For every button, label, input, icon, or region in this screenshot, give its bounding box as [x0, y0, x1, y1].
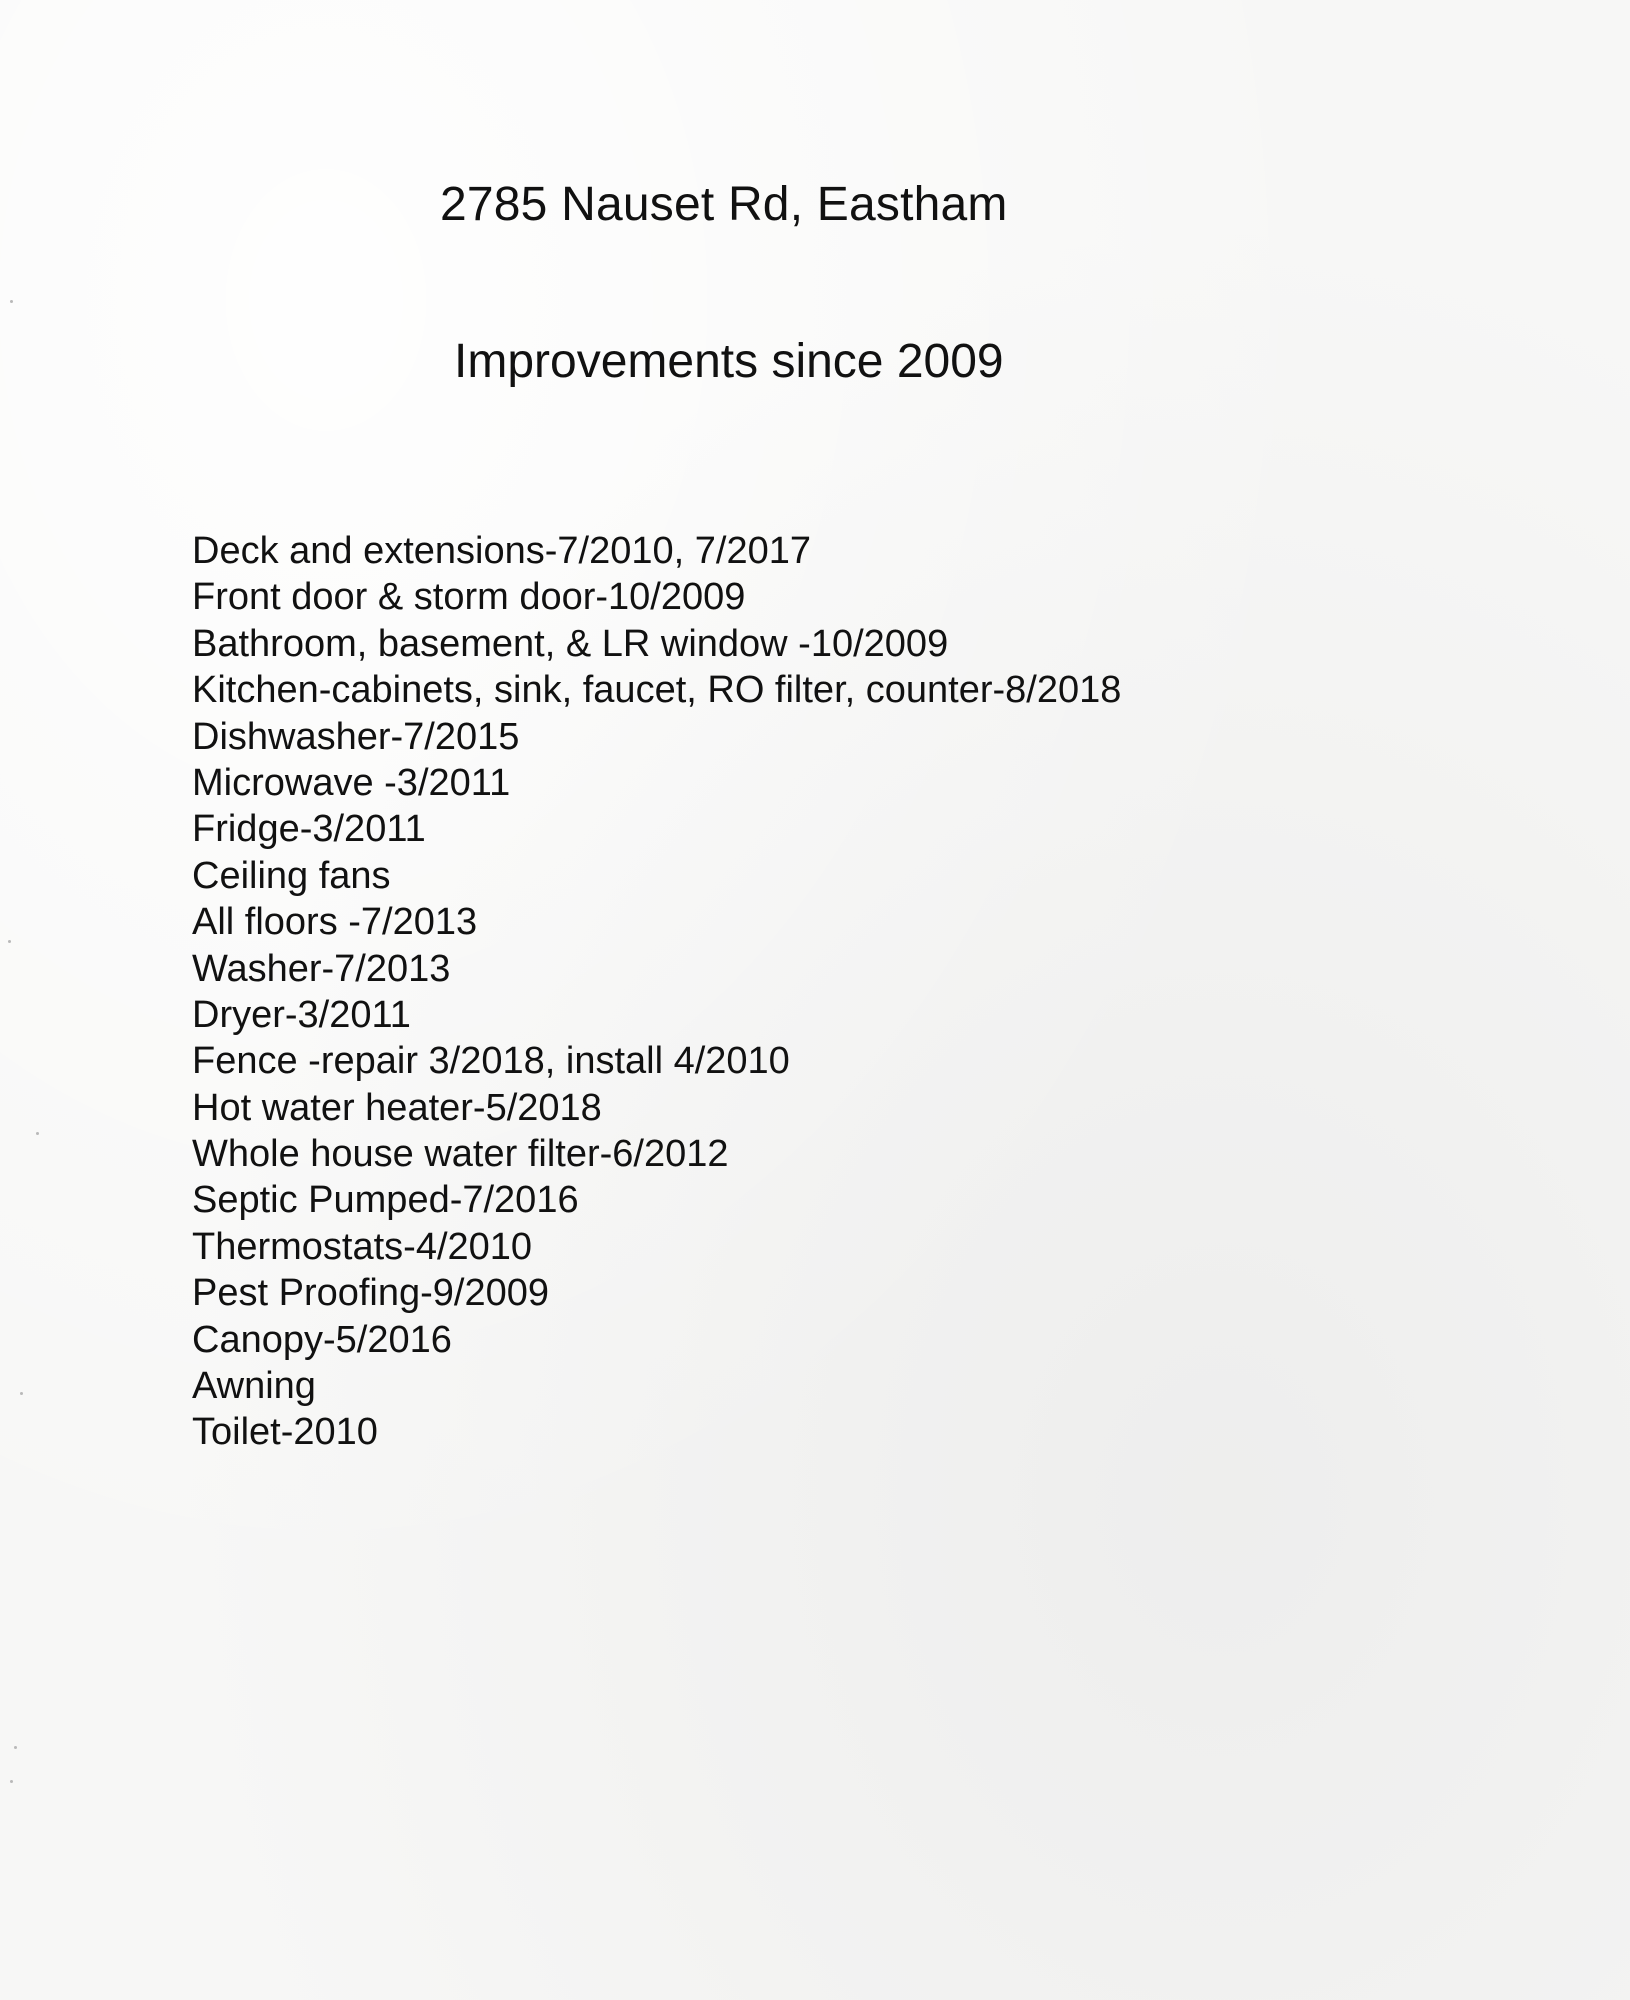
paper-speck	[14, 1746, 17, 1749]
list-item: Canopy-5/2016	[192, 1318, 452, 1361]
list-item: Hot water heater-5/2018	[192, 1086, 602, 1129]
improvements-list	[192, 528, 1121, 1456]
list-item: Kitchen-cabinets, sink, faucet, RO filter, counter-8/2018	[192, 669, 1122, 712]
document-title-address: 2785 Nauset Rd, Eastham	[440, 178, 1008, 231]
list-item: Septic Pumped-7/2016	[192, 1179, 579, 1222]
list-item: Ceiling fans	[192, 854, 391, 897]
list-item: Bathroom, basement, & LR window -10/2009	[192, 622, 949, 665]
paper-speck	[8, 940, 11, 943]
list-item: Pest Proofing-9/2009	[192, 1272, 550, 1315]
list-item: Whole house water filter-6/2012	[192, 1133, 729, 1176]
document-subtitle: Improvements since 2009	[454, 335, 1004, 388]
paper-speck	[10, 1780, 13, 1783]
list-item: All floors -7/2013	[192, 901, 478, 944]
list-item: Dishwasher-7/2015	[192, 715, 520, 758]
list-item: Fridge-3/2011	[192, 808, 426, 851]
list-item: Deck and extensions-7/2010, 7/2017	[192, 530, 811, 572]
list-item: Dryer-3/2011	[192, 993, 411, 1036]
list-item: Washer-7/2013	[192, 947, 451, 990]
list-item: Microwave -3/2011	[192, 761, 511, 804]
list-item: Thermostats-4/2010	[192, 1225, 533, 1268]
list-item: Awning	[192, 1365, 316, 1408]
paper-speck	[20, 1392, 23, 1395]
paper-speck	[36, 1132, 39, 1135]
paper-speck	[10, 300, 13, 303]
list-item: Front door & storm door-10/2009	[192, 576, 746, 619]
list-item: Toilet-2010	[192, 1411, 378, 1454]
list-item: Fence -repair 3/2018, install 4/2010	[192, 1040, 790, 1083]
